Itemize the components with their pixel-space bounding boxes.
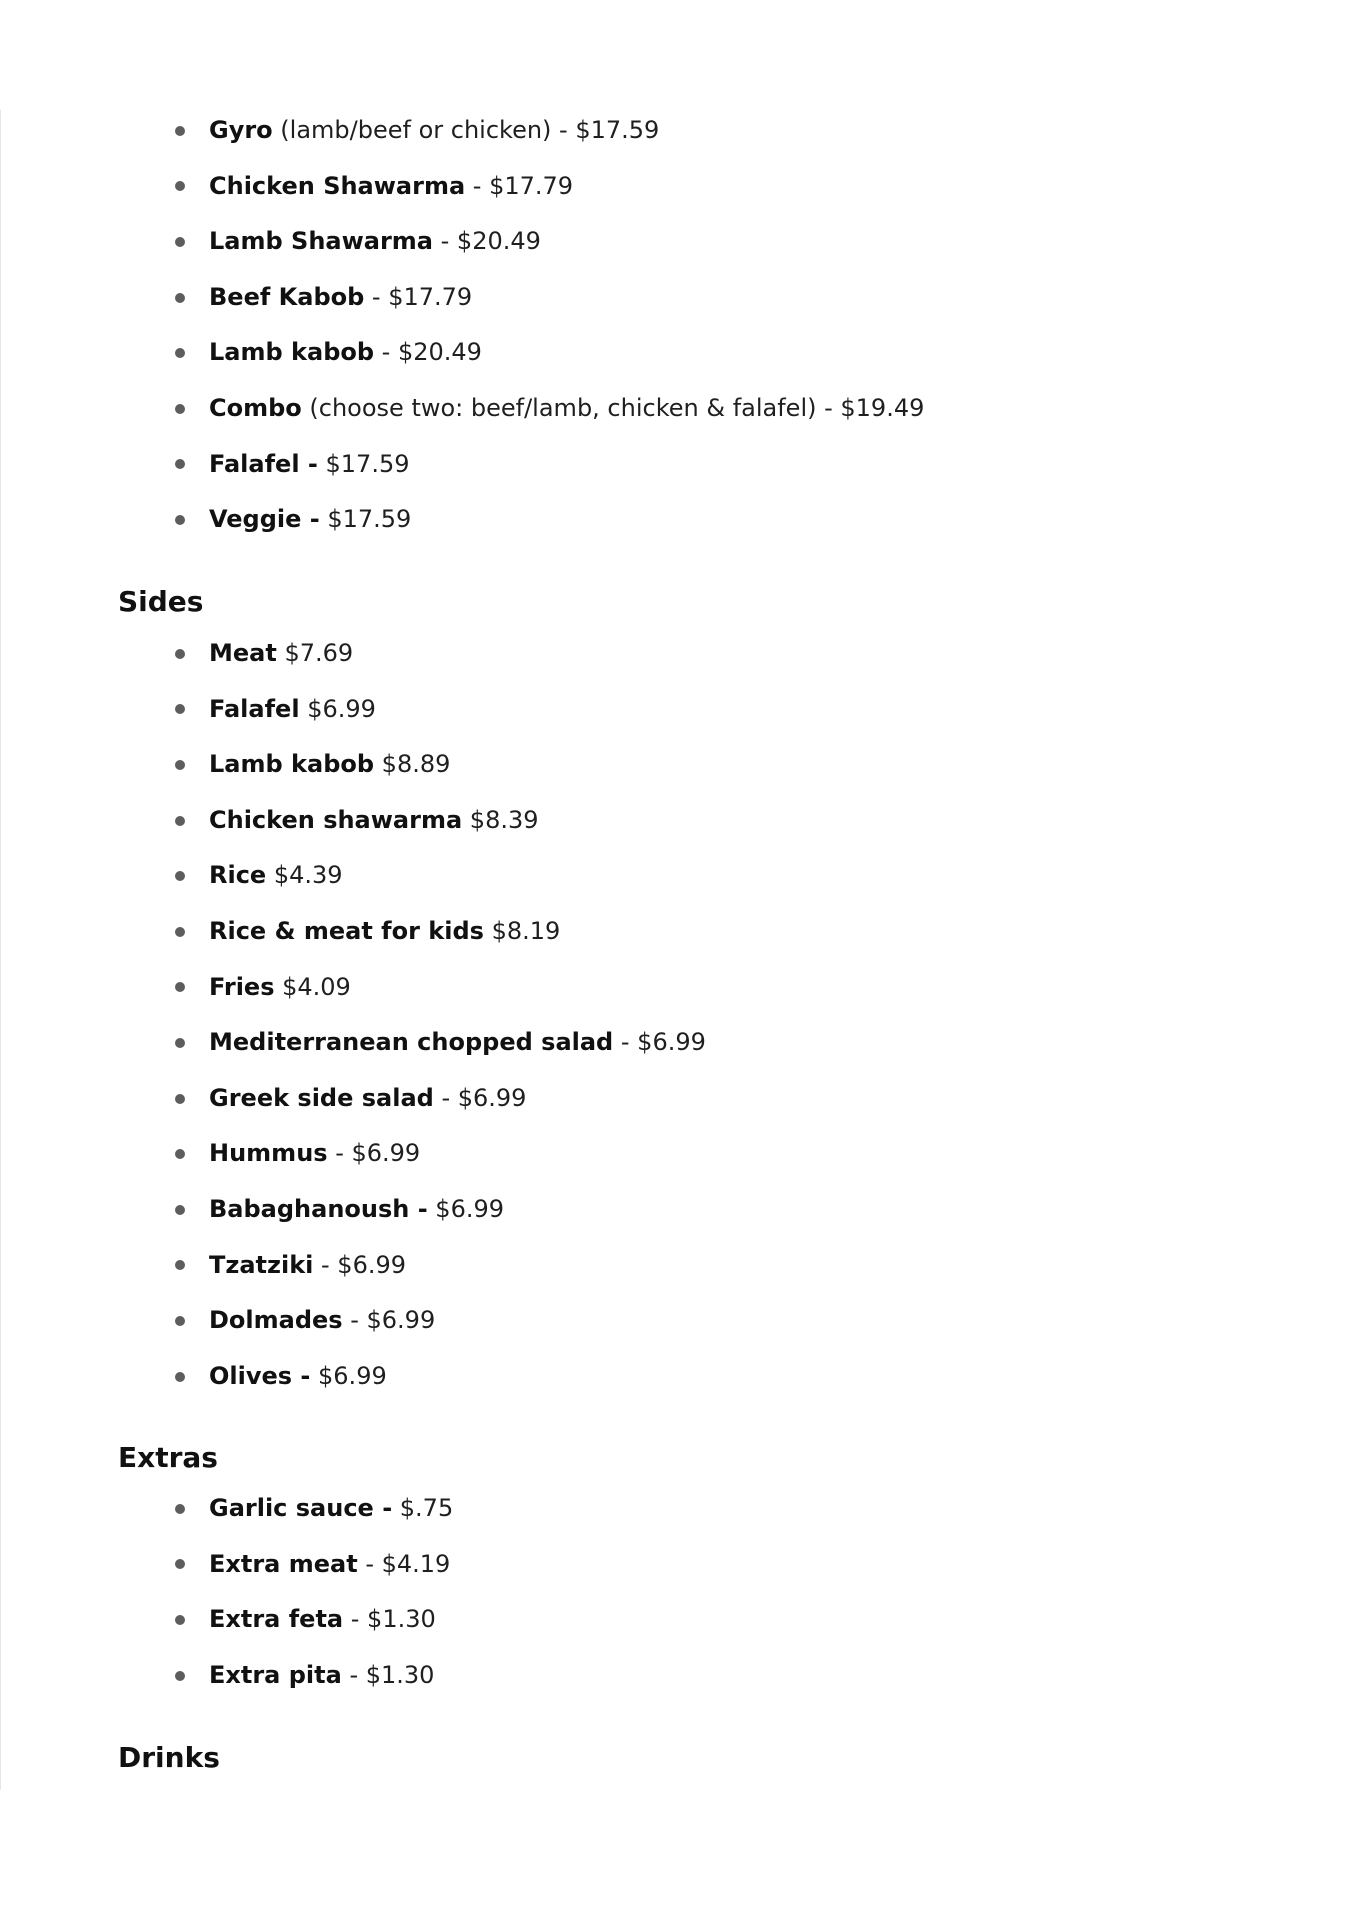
item-text [209, 159, 573, 215]
bullet-icon [175, 816, 185, 826]
item-name: Tzatziki [209, 1250, 314, 1279]
item-name: Meat [209, 639, 277, 667]
item-text [209, 1648, 434, 1704]
item-price: - $6.99 [613, 1028, 706, 1057]
item-text [209, 1481, 453, 1537]
item-price: $8.19 [483, 916, 561, 945]
item-text [209, 682, 376, 738]
item-name: Lamb kabob [209, 338, 375, 367]
item-name: Rice & meat for kids [209, 916, 484, 945]
item-price: $8.39 [462, 805, 539, 834]
bullet-icon [175, 1316, 185, 1326]
item-price: - $1.30 [341, 1660, 435, 1689]
bullet-icon [175, 1615, 185, 1625]
item-price: $17.59 [319, 505, 412, 534]
item-name: Falafel - [209, 449, 318, 478]
bullet-icon [175, 1205, 185, 1215]
bullet-icon [175, 871, 185, 881]
item-price: $6.99 [427, 1194, 505, 1223]
item-price: - $1.30 [343, 1605, 436, 1634]
item-text [209, 737, 450, 793]
item-name: Beef Kabob [209, 282, 365, 311]
bullet-icon [175, 181, 185, 191]
item-price: (lamb/beef or chicken) - $17.59 [272, 116, 660, 144]
item-name: Combo [209, 393, 302, 422]
item-name: Fries [209, 972, 275, 1001]
item-name: Lamb kabob [209, 750, 375, 779]
bullet-icon [175, 126, 185, 136]
item-text [209, 1592, 436, 1648]
item-name: Garlic sauce - [209, 1494, 393, 1522]
bullet-icon [175, 1559, 185, 1569]
item-text [209, 1015, 706, 1071]
item-name: Gyro [209, 116, 273, 144]
item-price: $4.09 [274, 972, 351, 1001]
item-text [209, 1537, 450, 1593]
item-price: (choose two: beef/lamb, chicken & falafel) - $19.49 [301, 393, 925, 422]
item-name: Lamb Shawarma [209, 227, 434, 256]
bullet-icon [175, 293, 185, 303]
item-text [209, 214, 541, 270]
item-name: Dolmades [209, 1306, 343, 1335]
bullet-icon [175, 704, 185, 714]
item-text [209, 1349, 387, 1405]
item-text [209, 904, 560, 960]
bullet-icon [175, 1671, 185, 1681]
bullet-icon [175, 459, 185, 469]
item-text [209, 325, 482, 381]
item-name: Falafel [209, 694, 300, 723]
item-price: - $20.49 [433, 227, 541, 256]
item-price: - $6.99 [433, 1083, 527, 1112]
item-text [209, 270, 472, 326]
item-price: - $4.19 [357, 1549, 451, 1578]
item-name: Chicken Shawarma [209, 171, 466, 200]
bullet-icon [175, 1372, 185, 1382]
item-text [209, 1182, 504, 1238]
extras-heading: Extras [118, 1441, 218, 1474]
bullet-icon [175, 927, 185, 937]
sides-heading: Sides [118, 585, 204, 618]
bullet-icon [175, 649, 185, 659]
item-name: Olives - [209, 1361, 311, 1390]
item-price: - $6.99 [327, 1139, 421, 1168]
item-text [209, 1293, 435, 1349]
item-text [209, 1071, 526, 1127]
bullet-icon [175, 1504, 185, 1514]
bullet-icon [175, 1038, 185, 1048]
bullet-icon [175, 515, 185, 525]
item-name: Veggie - [209, 505, 320, 534]
item-price: - $20.49 [374, 338, 482, 367]
bullet-icon [175, 404, 185, 414]
item-name: Extra meat [209, 1549, 358, 1578]
item-price: $7.69 [276, 639, 354, 667]
left-edge-rule [0, 110, 1, 1790]
item-text [209, 626, 353, 682]
bullet-icon [175, 982, 185, 992]
item-text [209, 492, 411, 548]
item-text [209, 848, 343, 904]
item-name: Mediterranean chopped salad [209, 1028, 614, 1057]
bullet-icon [175, 348, 185, 358]
bullet-icon [175, 1094, 185, 1104]
item-name: Chicken shawarma [209, 805, 463, 834]
item-text [209, 437, 409, 493]
item-name: Hummus [209, 1139, 328, 1168]
item-name: Rice [209, 861, 267, 890]
item-price: $8.89 [374, 750, 451, 779]
item-price: $17.59 [317, 449, 410, 478]
item-name: Babaghanoush - [209, 1194, 428, 1223]
item-name: Extra feta [209, 1605, 344, 1634]
item-price: - $17.79 [465, 171, 574, 200]
drinks-heading: Drinks [118, 1741, 220, 1774]
item-text [209, 793, 539, 849]
item-text [209, 103, 659, 159]
bullet-icon [175, 237, 185, 247]
bullet-icon [175, 1149, 185, 1159]
item-name: Extra pita [209, 1660, 342, 1689]
item-price: $6.99 [310, 1361, 387, 1390]
item-price: $4.39 [266, 861, 343, 890]
item-price: - $6.99 [342, 1306, 436, 1335]
item-text [209, 1238, 406, 1294]
bullet-icon [175, 1260, 185, 1270]
item-price: $6.99 [299, 694, 376, 723]
item-text [209, 1126, 420, 1182]
item-name: Greek side salad [209, 1083, 434, 1112]
item-price: - $6.99 [313, 1250, 407, 1279]
item-text [209, 960, 351, 1016]
item-text [209, 381, 924, 437]
item-price: - $17.79 [364, 282, 473, 311]
item-price: $.75 [392, 1494, 454, 1522]
bullet-icon [175, 760, 185, 770]
